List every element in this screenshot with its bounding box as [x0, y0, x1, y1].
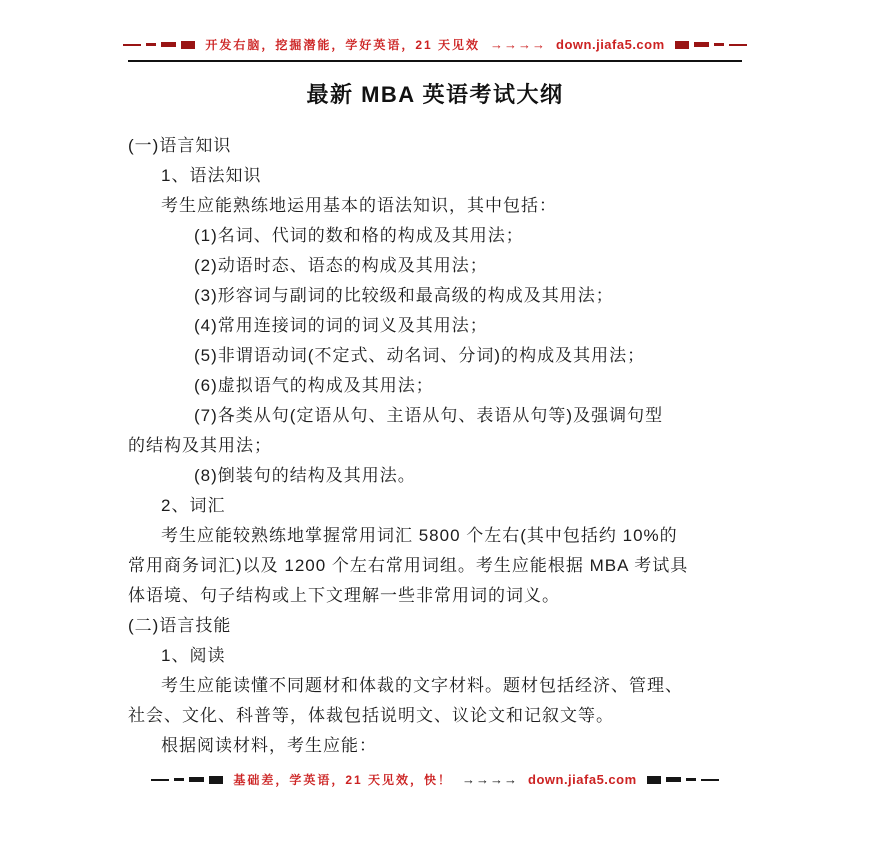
document-line: 根据阅读材料，考生应能： [161, 736, 377, 755]
footer-site-link: down.jiafa5.com [528, 772, 637, 787]
header-arrows-icon: →→→→ [490, 37, 547, 52]
header-deco-left-icon [123, 41, 195, 49]
document-line: 考生应能读懂不同题材和体裁的文字材料。题材包括经济、管理、 [161, 676, 683, 695]
document-line: 社会、文化、科普等，体裁包括说明文、议论文和记叙文等。 [128, 706, 614, 725]
document-line: (二)语言技能 [128, 616, 232, 635]
document-line: (7)各类从句(定语从句、主语从句、表语从句等)及强调句型 [194, 406, 664, 425]
footer-deco-right-icon [647, 776, 719, 784]
document-line: 2、词汇 [161, 496, 226, 515]
document-line: (1)名词、代词的数和格的构成及其用法； [194, 226, 524, 245]
document-line: (5)非谓语动词(不定式、动名词、分词)的构成及其用法； [194, 346, 646, 365]
page-title: 最新 MBA 英语考试大纲 [306, 82, 564, 107]
document-line: (4)常用连接词的词的词义及其用法； [194, 316, 488, 335]
document-line: 1、阅读 [161, 646, 226, 665]
document-line: (3)形容词与副词的比较级和最高级的构成及其用法； [194, 286, 614, 305]
document-line: 1、语法知识 [161, 166, 262, 185]
footer-slogan: 基础差，学英语，21 天见效，快！ [233, 773, 453, 787]
document-page [128, 0, 742, 788]
document-line: (2)动语时态、语态的构成及其用法； [194, 256, 488, 275]
header-site-link: down.jiafa5.com [556, 37, 665, 52]
document-line: (8)倒装句的结构及其用法。 [194, 466, 416, 485]
document-line: 考生应能熟练地运用基本的语法知识，其中包括： [161, 196, 557, 215]
footer-deco-left-icon [151, 776, 223, 784]
footer-arrows-icon: →→→→ [462, 772, 519, 787]
document-body [128, 131, 742, 761]
document-line: 的结构及其用法； [128, 436, 272, 455]
document-line: 体语境、句子结构或上下文理解一些非常用词的词义。 [128, 586, 560, 605]
document-line: (一)语言知识 [128, 136, 232, 155]
header-banner [128, 36, 742, 62]
document-line: (6)虚拟语气的构成及其用法； [194, 376, 434, 395]
document-line: 常用商务词汇)以及 1200 个左右常用词组。考生应能根据 MBA 考试具 [128, 556, 689, 575]
document-line: 考生应能较熟练地掌握常用词汇 5800 个左右(其中包括约 10%的 [161, 526, 678, 545]
header-deco-right-icon [675, 41, 747, 49]
header-slogan: 开发右脑，挖掘潜能，学好英语，21 天见效 [205, 38, 481, 52]
footer-banner [128, 771, 742, 788]
